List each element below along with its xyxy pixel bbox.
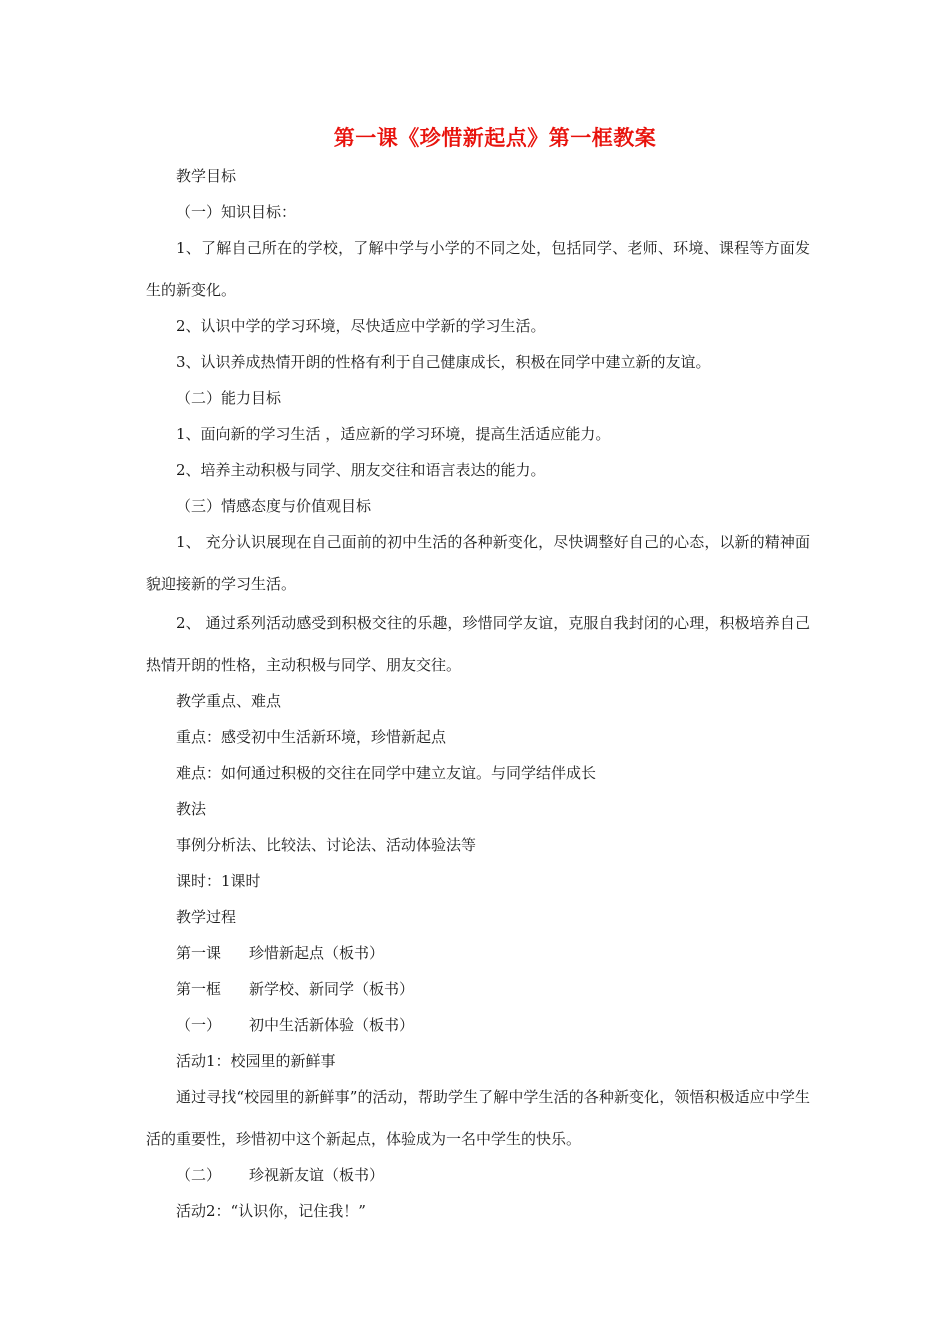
section-heading-key-points: 教学重点、难点 [176,692,282,710]
paragraph-teaching-methods: 事例分析法、比较法、讨论法、活动体验法等 [176,836,477,854]
board-part-1-text: 初中生活新体验（板书） [249,1016,415,1034]
paragraph-key-point: 重点：感受初中生活新环境，珍惜新起点 [176,728,447,746]
board-part-2-label: （二） [176,1166,222,1184]
paragraph-activity-1: 活动1：校园里的新鲜事 [176,1052,336,1070]
paragraph-activity-1-description: 通过寻找“校园里的新鲜事”的活动，帮助学生了解中学生活的各种新变化，领悟积极适应中学生活的重要性，珍惜初中这个新起点，体验成为一名中学生的快乐。 [146,1088,810,1148]
document-body [146,158,810,1229]
paragraph-activity-2: 活动2：“认识你，记住我！” [176,1202,366,1220]
paragraph-class-hours: 课时：1课时 [176,872,261,890]
board-line-part-1 [146,1007,810,1043]
paragraph-knowledge-goal-1: 1、了解自己所在的学校，了解中学与小学的不同之处，包括同学、老师、环境、课程等方面发生的新变化。 [146,239,810,299]
paragraph-knowledge-goal-2: 2、认识中学的学习环境，尽快适应中学新的学习生活。 [176,317,546,335]
board-part-2-text: 珍视新友谊（板书） [249,1166,385,1184]
board-frame-text: 新学校、新同学（板书） [249,980,415,998]
paragraph-ability-goal-1: 1、面向新的学习生活 ，适应新的学习环境，提高生活适应能力。 [176,425,611,443]
paragraph-knowledge-goal-3: 3、认识养成热情开朗的性格有利于自己健康成长，积极在同学中建立新的友谊。 [176,353,711,371]
paragraph-ability-goal-2: 2、培养主动积极与同学、朋友交往和语言表达的能力。 [176,461,546,479]
paragraph-attitude-goal-2: 2、 通过系列活动感受到积极交往的乐趣，珍惜同学友谊，克服自我封闭的心理，积极培养自己热情开朗的性格，主动积极与同学、朋友交往。 [146,614,810,674]
section-heading-teaching-process: 教学过程 [176,908,237,926]
paragraph-attitude-goal-1: 1、 充分认识展现在自己面前的初中生活的各种新变化，尽快调整好自己的心态，以新的精神面貌迎接新的学习生活。 [146,533,810,593]
subheading-attitude-goals: （三）情感态度与价值观目标 [176,497,372,515]
board-lesson-text: 珍惜新起点（板书） [249,944,385,962]
board-part-1-label: （一） [176,1016,222,1034]
board-line-part-2 [146,1157,810,1193]
subheading-knowledge-goals: （一）知识目标： [176,203,297,221]
section-heading-teaching-goals: 教学目标 [176,167,237,185]
paragraph-difficult-point: 难点：如何通过积极的交往在同学中建立友谊。与同学结伴成长 [176,764,597,782]
section-heading-teaching-methods: 教法 [176,800,207,818]
board-line-frame [146,971,810,1007]
board-line-lesson [146,935,810,971]
board-lesson-label: 第一课 [176,944,222,962]
board-frame-label: 第一框 [176,980,222,998]
subheading-ability-goals: （二）能力目标 [176,389,282,407]
document-title: 第一课《珍惜新起点》第一框教案 [333,126,657,150]
